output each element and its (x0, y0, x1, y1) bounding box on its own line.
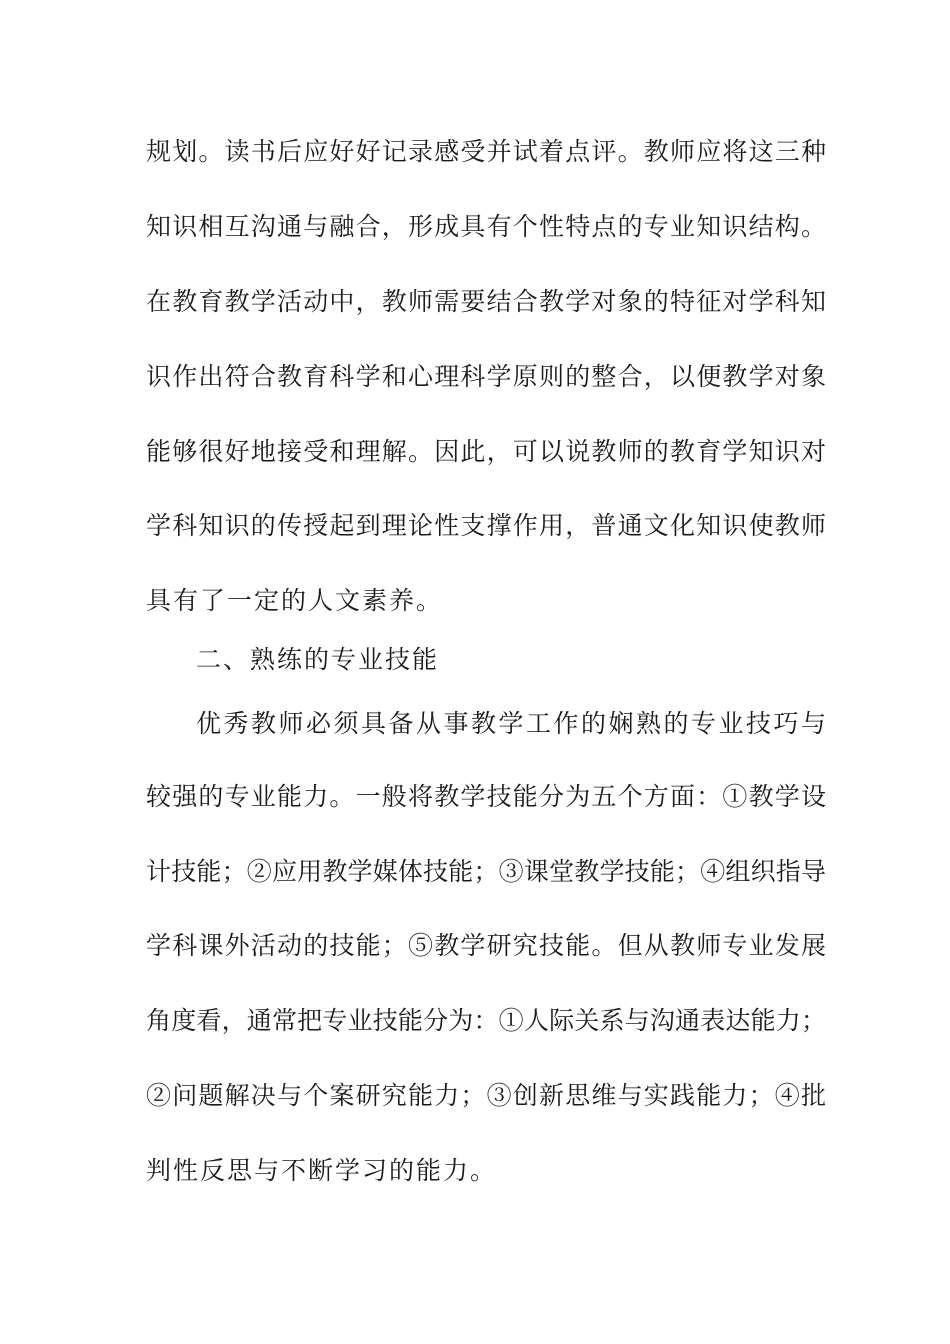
paragraph-line: 识作出符合教育科学和心理科学原则的整合，以便教学对象 (146, 362, 826, 391)
paragraph-line: 能够很好地接受和理解。因此，可以说教师的教育学知识对 (146, 437, 826, 466)
paragraph-line: 在教育教学活动中，教师需要结合教学对象的特征对学科知 (146, 287, 826, 316)
paragraph-line: 具有了一定的人文素养。 (146, 586, 444, 615)
paragraph-line: 学科知识的传授起到理论性支撑作用，普通文化知识使教师 (146, 511, 826, 540)
paragraph-line: 知识相互沟通与融合，形成具有个性特点的专业知识结构。 (146, 212, 826, 241)
paragraph-line: 较强的专业能力。一般将教学技能分为五个方面：①教学设 (146, 782, 826, 811)
paragraph-line: 规划。读书后应好好记录感受并试着点评。教师应将这三种 (146, 137, 826, 166)
paragraph-line: ②问题解决与个案研究能力；③创新思维与实践能力；④批 (146, 1081, 826, 1110)
paragraph-line: 角度看，通常把专业技能分为：①人际关系与沟通表达能力； (146, 1006, 826, 1035)
section-heading: 二、熟练的专业技能 (196, 645, 440, 674)
paragraph-line: 学科课外活动的技能；⑤教学研究技能。但从教师专业发展 (146, 931, 826, 960)
paragraph-line: 优秀教师必须具备从事教学工作的娴熟的专业技巧与 (196, 709, 826, 738)
paragraph-line: 判性反思与不断学习的能力。 (146, 1156, 498, 1185)
paragraph-line: 计技能；②应用教学媒体技能；③课堂教学技能；④组织指导 (146, 857, 826, 886)
